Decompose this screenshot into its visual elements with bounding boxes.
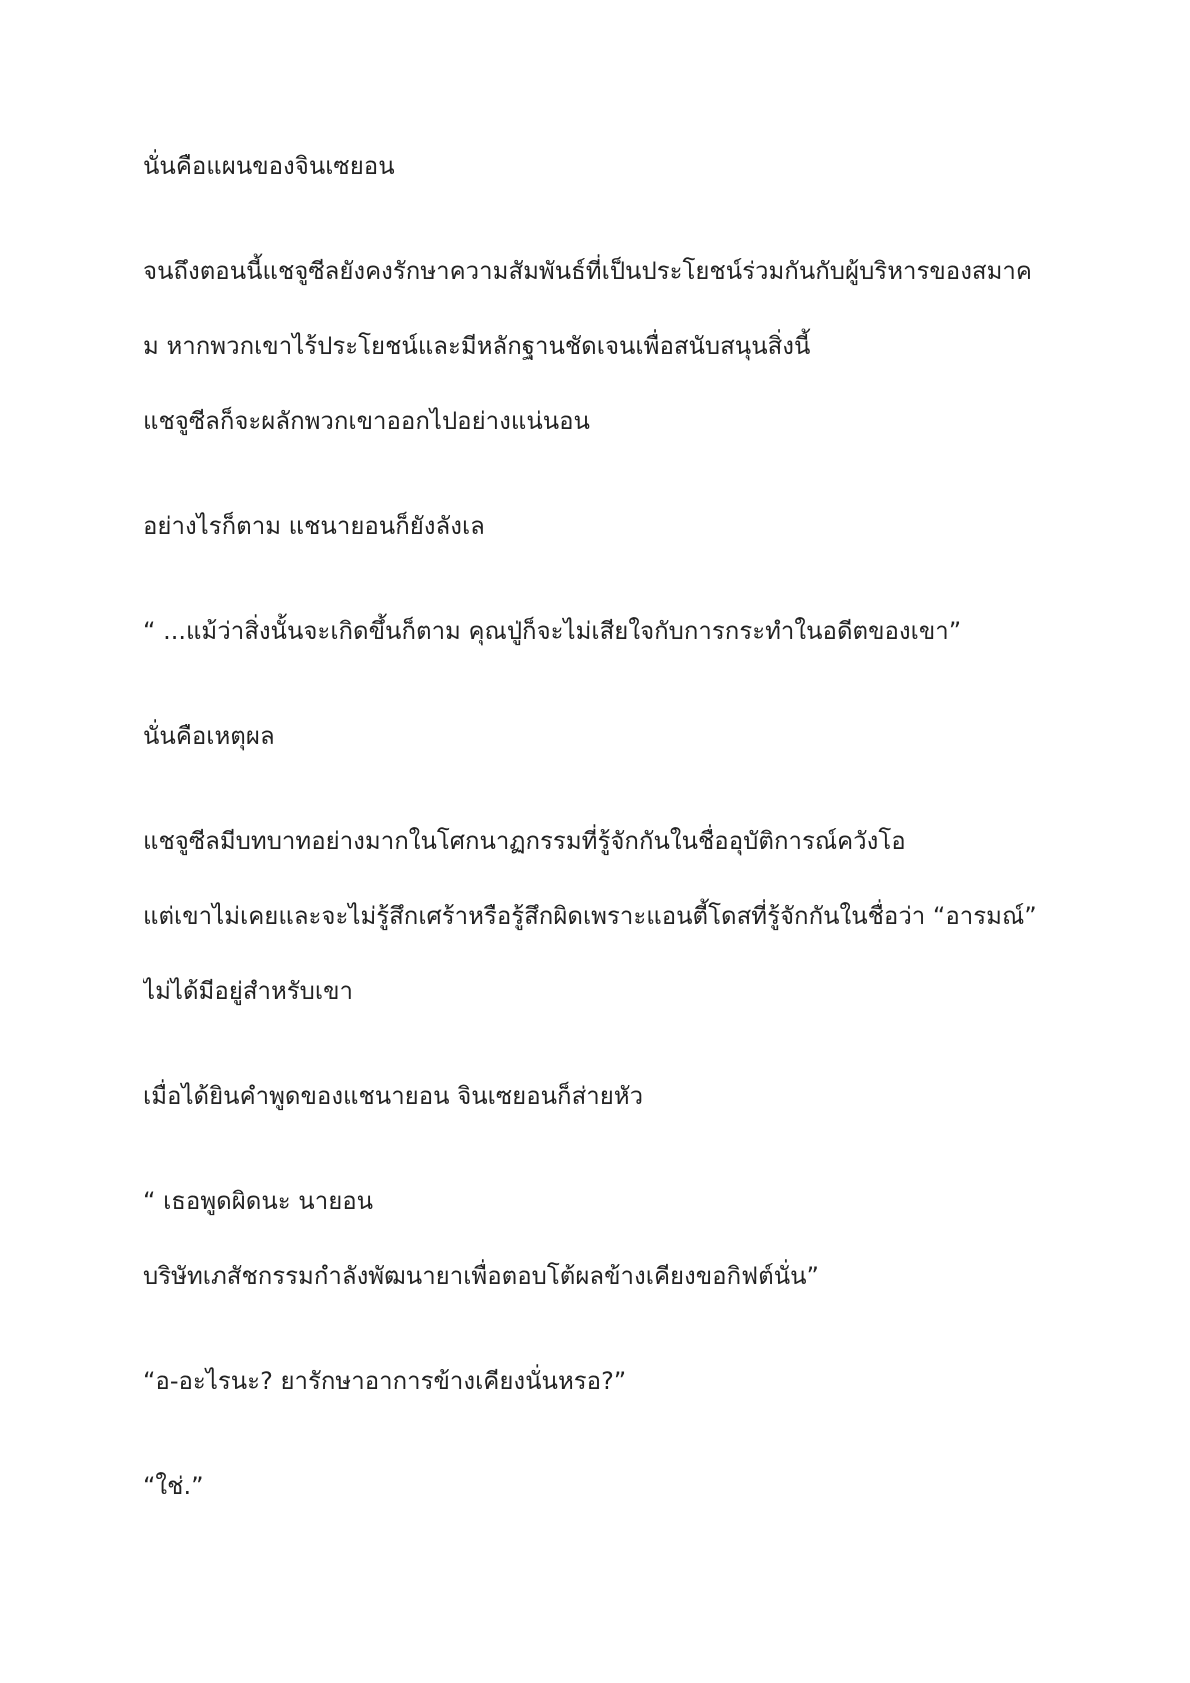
dialogue-line: “ ...แม้ว่าสิ่งนั้นจะเกิดขึ้นก็ตาม คุณปู่ก็จะไม่เสียใจกับการกระทำในอดีตของเขา” [143,617,962,645]
text-line: ม หากพวกเขาไร้ประโยชน์และมีหลักฐานชัดเจนเพื่อสนับสนุนสิ่งนี้ [143,332,811,360]
text-line: ไม่ได้มีอยู่สำหรับเขา [143,977,353,1005]
text-line: นั่นคือแผนของจินเซยอน [143,152,395,180]
text-line: นั่นคือเหตุผล [143,722,275,750]
dialogue-line: บริษัทเภสัชกรรมกำลังพัฒนายาเพื่อตอบโต้ผลข้างเคียงขอกิฟต์นั่น” [143,1262,819,1290]
text-line: แต่เขาไม่เคยและจะไม่รู้สึกเศร้าหรือรู้สึกผิดเพราะแอนตี้โดสที่รู้จักกันในชื่อว่า “อารมณ์” [143,902,1037,930]
text-line: แชจูซีลก็จะผลักพวกเขาออกไปอย่างแน่นอน [143,407,590,435]
dialogue-line: “ เธอพูดผิดนะ นายอน [143,1187,374,1215]
text-line: แชจูซีลมีบทบาทอย่างมากในโศกนาฏกรรมที่รู้จักกันในชื่ออุบัติการณ์ควังโอ [143,827,906,855]
text-line: เมื่อได้ยินคำพูดของแชนายอน จินเซยอนก็ส่ายหัว [143,1082,644,1110]
dialogue-line: “ใช่.” [143,1472,204,1500]
text-line: จนถึงตอนนี้แชจูซีลยังคงรักษาความสัมพันธ์ที่เป็นประโยชน์ร่วมกันกับผู้บริหารของสมาค [143,257,1032,285]
text-line: อย่างไรก็ตาม แชนายอนก็ยังลังเล [143,512,485,540]
dialogue-line: “อ-อะไรนะ? ยารักษาอาการข้างเคียงนั่นหรอ?” [143,1367,627,1395]
